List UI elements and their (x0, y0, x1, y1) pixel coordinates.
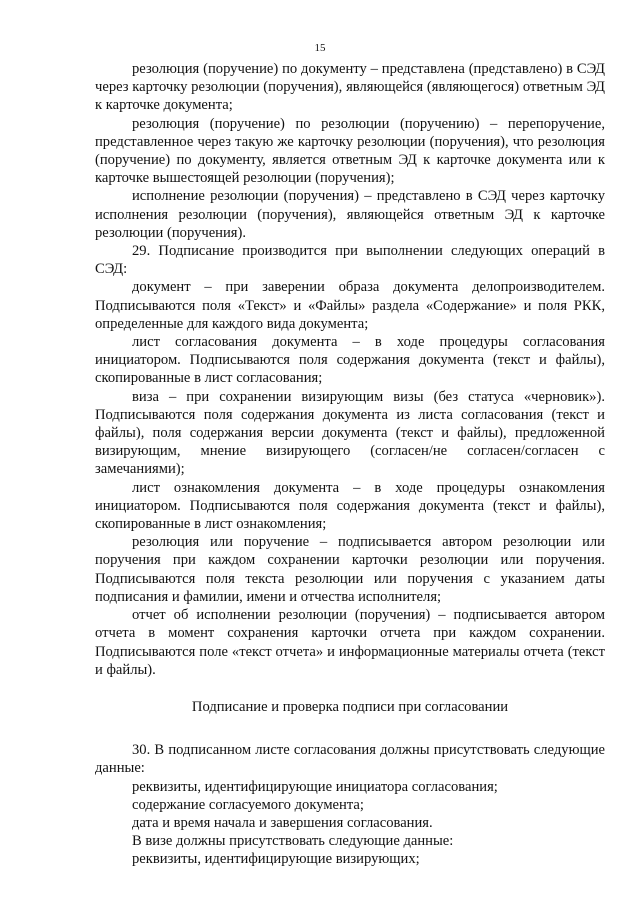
paragraph: лист согласования документа – в ходе процедуры согласования инициатором. Подписываются поля содержания документа (текст и файлы), скопированные в лист согласования; (95, 334, 605, 387)
paragraph: исполнение резолюции (поручения) – представлено в СЭД через карточку исполнения резолюции (поручения), являющейся ответным ЭД к карточке резолюции (поручения). (95, 188, 605, 241)
paragraph: резолюция (поручение) по документу – представлена (представлено) в СЭД через карточку резолюции (поручения), являющейся (являющегося) ответным ЭД к карточке документа; (95, 61, 605, 114)
paragraph: 30. В подписанном листе согласования должны присутствовать следующие данные: (95, 742, 605, 777)
paragraph: В визе должны присутствовать следующие данные: (132, 833, 454, 850)
paragraph: 29. Подписание производится при выполнении следующих операций в СЭД: (95, 243, 605, 278)
paragraph: документ – при заверении образа документа делопроизводителем. Подписываются поля «Текст» и «Файлы» раздела «Содержание» и поля РКК, определенные для каждого вида документа; (95, 279, 605, 332)
paragraph: отчет об исполнении резолюции (поручения) – подписывается автором отчета в момент сохранения карточки отчета при каждом сохранении. Подписываются поле «текст отчета» и информационные материалы отчета (текст и файлы). (95, 607, 605, 678)
list-item: дата и время начала и завершения согласования. (132, 814, 433, 831)
section-heading: Подписание и проверка подписи при согласовании (191, 698, 509, 715)
list-item: реквизиты, идентифицирующие инициатора согласования; (132, 778, 498, 795)
list-item: реквизиты, идентифицирующие визирующих; (132, 851, 420, 868)
paragraph: резолюция (поручение) по резолюции (поручению) – перепоручение, представленное через такую же карточку резолюции (поручения), что резолюция (поручение) по документу, является ответным ЭД к карточке документа или к карточке вышестоящей резолюции (поручения); (95, 115, 605, 187)
page-number: 15 (314, 42, 326, 54)
list-item: содержание согласуемого документа; (132, 796, 364, 813)
paragraph: виза – при сохранении визирующим визы (без статуса «черновик»). Подписываются поля содержания документа из листа согласования (текст и файлы), поля содержания версии документа (текст и файлы), предложенной визирующим, мнение визирующего (согласен/не согласен/согласен с замечаниями); (95, 388, 605, 478)
paragraph: резолюция или поручение – подписывается автором резолюции или поручения при каждом сохранении карточки резолюции или поручения. Подписываются поля текста резолюции или поручения с указанием даты подписания и фамилии, имени и отчества исполнителя; (95, 534, 605, 605)
document-body (95, 60, 605, 869)
paragraph: лист ознакомления документа – в ходе процедуры ознакомления инициатором. Подписываются поля содержания документа (текст и файлы), скопированные в лист ознакомления; (95, 479, 605, 533)
